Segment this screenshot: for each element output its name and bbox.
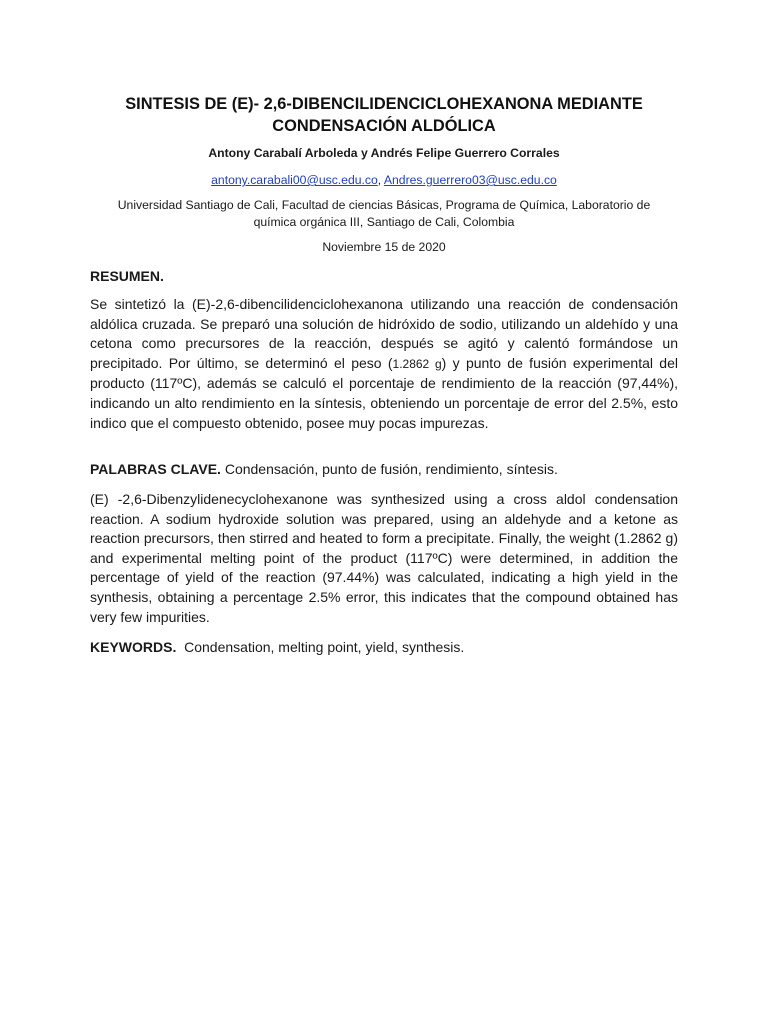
author-emails: [80, 172, 688, 188]
keywords-line: [90, 638, 678, 658]
resumen-heading: RESUMEN.: [90, 268, 164, 284]
paper-date: Noviembre 15 de 2020: [322, 240, 446, 254]
paper-title: SINTESIS DE (E)- 2,6-DIBENCILIDENCICLOHEXANONA MEDIANTE CONDENSACIÓN ALDÓLICA: [125, 95, 643, 135]
palabras-clave-label: PALABRAS CLAVE.: [90, 461, 221, 477]
resumen-text-1: Se sintetizó la (E)-2,6-dibencilidenciclohexanona utilizando una reacción de condensación aldólica cruzada. Se preparó una solución de hidróxido de sodio, utilizando un aldehído y una cetona como precursores de la reacción, después se agitó y calentó formándose un precipitado. Por último, se determinó el peso (: [90, 296, 678, 371]
email-link-1[interactable]: antony.carabali00@usc.edu.co: [211, 173, 378, 187]
palabras-clave-line: [90, 460, 678, 480]
keywords-label: KEYWORDS.: [90, 639, 177, 655]
abstract-paragraph: (E) -2,6-Dibenzylidenecyclohexanone was synthesized using a cross aldol condensation reaction. A sodium hydroxide solution was prepared, using an aldehyde and a ketone as reaction precursors, then stirred and heated to form a precipitate. Finally, the weight (1.2862 g) and experimental melting point of the product (117ºC) were determined, in addition the percentage of yield of the reaction (97.44%) was calculated, indicating a high yield in the synthesis, obtaining a percentage 2.5% error, this indicates that the compound obtained has very few impurities.: [90, 491, 678, 625]
palabras-clave-text: Condensación, punto de fusión, rendimiento, síntesis.: [220, 461, 558, 477]
resumen-weight-value: 1.2862 g: [392, 356, 442, 371]
email-separator: ,: [377, 173, 384, 187]
keywords-text: Condensation, melting point, yield, synthesis.: [176, 639, 465, 655]
affiliation: Universidad Santiago de Cali, Facultad de ciencias Básicas, Programa de Química, Laboratorio de química orgánica III, Santiago de Cali, Colombia: [117, 198, 651, 229]
authors-line: Antony Carabalí Arboleda y Andrés Felipe Guerrero Corrales: [208, 146, 560, 160]
resumen-text-2: ) y punto de fusión experimental del producto (117ºC), además se calculó el porcentaje de rendimiento de la reacción (97,44%), indicando un alto rendimiento en la síntesis, obteniendo un porcentaje de error del 2.5%, esto indico que el compuesto obtenido, posee muy pocas impurezas.: [90, 354, 678, 431]
email-link-2[interactable]: Andres.guerrero03@usc.edu.co: [383, 173, 557, 187]
resumen-paragraph: [90, 295, 678, 433]
